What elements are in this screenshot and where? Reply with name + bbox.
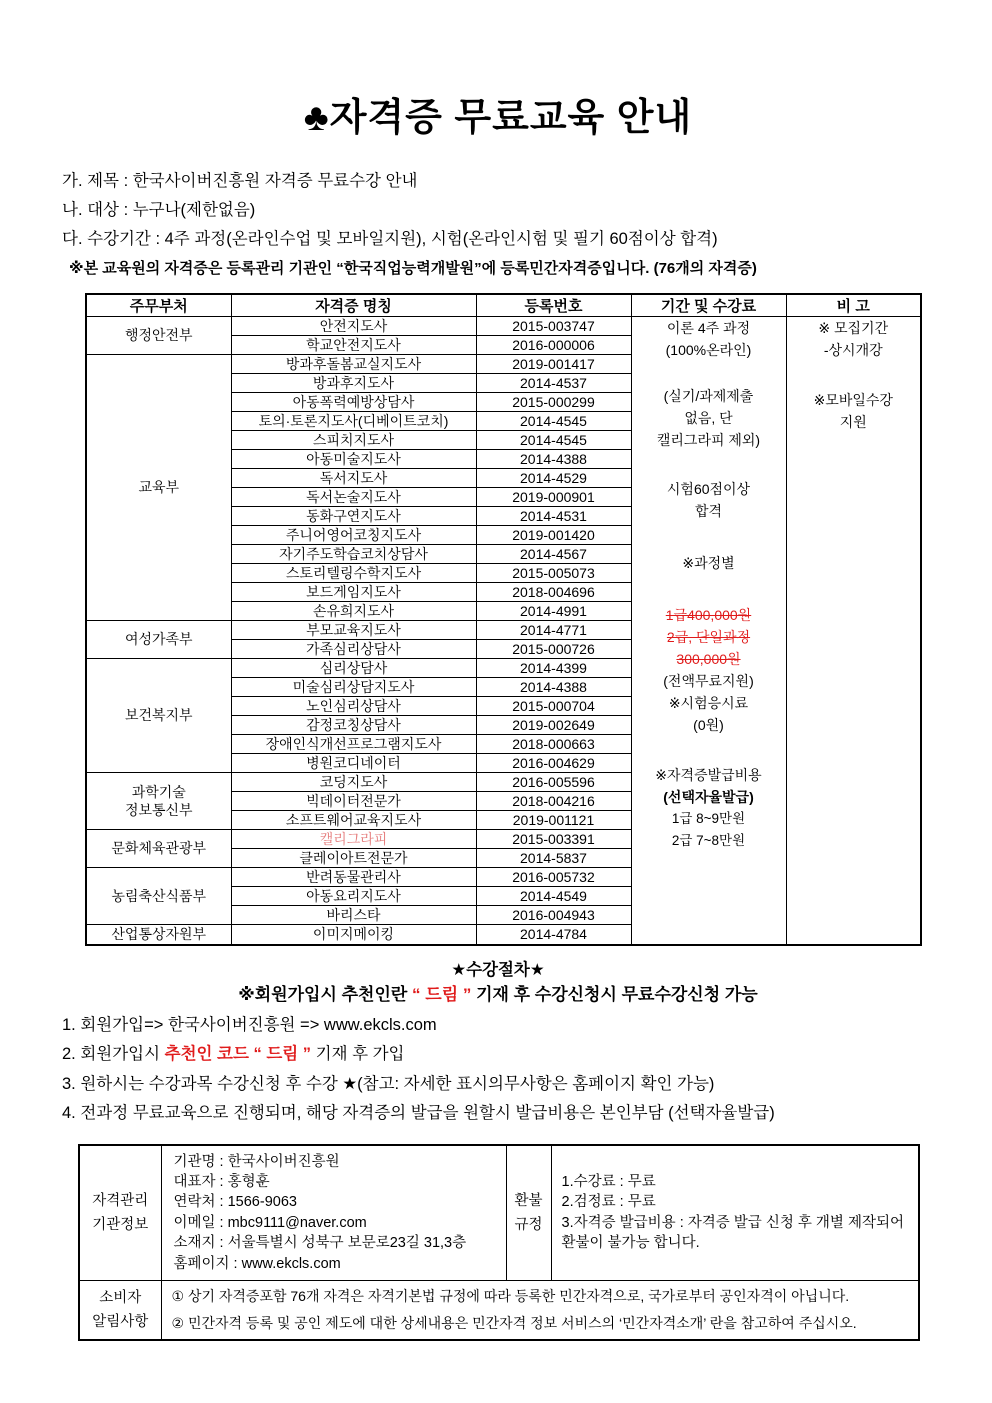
ministry-cell xyxy=(86,925,231,945)
ministry-cell xyxy=(86,830,231,868)
reg-no-cell: 2015-003747 xyxy=(476,317,631,336)
reg-no-cell: 2016-004943 xyxy=(476,906,631,925)
consumer-notice-row xyxy=(79,1280,919,1340)
consumer-notice-cell xyxy=(161,1280,919,1340)
steps-list xyxy=(62,1011,934,1129)
cert-name-cell: 노인심리상담사 xyxy=(231,697,476,716)
refund-policy-line: 2.검정료 : 무료 xyxy=(561,1194,656,1211)
cert-name-cell: 보드게임지도사 xyxy=(231,583,476,602)
refund-policy-line: 3.자격증 발급비용 : 자격증 발급 신청 후 개별 제작되어 환불이 불가능 합니다. xyxy=(561,1214,904,1252)
col-header-cert-name: 자격증 명칭 xyxy=(231,294,476,317)
reg-no-cell: 2014-5837 xyxy=(476,849,631,868)
cert-name-cell: 아동폭력예방상담사 xyxy=(231,393,476,412)
registration-note xyxy=(62,254,934,283)
cert-name-cell: 장애인식개선프로그램지도사 xyxy=(231,735,476,754)
cert-name-cell: 주니어영어코칭지도사 xyxy=(231,526,476,545)
fee-line: 1급 8~9만원 xyxy=(671,811,746,826)
notice-label-line: 소비자 xyxy=(99,1289,142,1306)
cert-name-cell: 독서지도사 xyxy=(231,469,476,488)
reg-no-cell: 2014-4991 xyxy=(476,602,631,621)
fee-line: 300,000원 xyxy=(676,651,741,667)
consumer-notice-line: ① 상기 자격증포함 76개 자격은 자격기본법 규정에 따라 등록한 민간자격으로, 국가로부터 공인자격이 아닙니다. xyxy=(171,1287,850,1304)
fee-block xyxy=(634,808,784,852)
fee-line: ※시험응시료 xyxy=(668,695,749,711)
ministry-name: 교육부 xyxy=(138,479,180,496)
consumer-notice-line: ② 민간자격 등록 및 공인 제도에 대한 상세내용은 민간자격 정보 서비스의 ‘민간자격소개’ 란을 참고하여 주십시오. xyxy=(171,1314,857,1331)
remarks-line: 지원 xyxy=(839,414,867,430)
remarks-block xyxy=(789,389,919,433)
ministry-name: 농림축산식품부 xyxy=(111,887,207,904)
steps-subtitle-part: 기재 후 수강신청시 무료수강신청 가능 xyxy=(471,984,758,1004)
ministry-cell xyxy=(86,355,231,621)
fee-line: ※자격증발급비용 xyxy=(655,767,762,783)
cert-name-cell: 가족심리상담사 xyxy=(231,640,476,659)
cert-name-cell: 자기주도학습코치상담사 xyxy=(231,545,476,564)
refund-label-cell xyxy=(506,1145,551,1281)
cert-name-cell: 이미지메이킹 xyxy=(231,925,476,945)
reg-no-cell: 2018-004696 xyxy=(476,583,631,602)
cert-name-cell: 방과후돌봄교실지도사 xyxy=(231,355,476,374)
registration-note-text: ※본 교육원의 자격증은 등록관리 기관인 “한국직업능력개발원”에 등록민간자격증입니다. xyxy=(69,260,654,277)
org-info-line: 소재지 : 서울특별시 성북구 보문로23길 31,3층 xyxy=(173,1235,467,1252)
cert-table-header-row xyxy=(86,294,921,317)
step-item-part: 기재 후 가입 xyxy=(311,1045,405,1063)
reg-no-cell: 2018-004216 xyxy=(476,792,631,811)
fee-block xyxy=(634,786,784,808)
fee-line: ※과정별 xyxy=(682,555,735,571)
reg-no-cell: 2015-000704 xyxy=(476,697,631,716)
fee-block xyxy=(634,385,784,451)
reg-no-cell: 2016-000006 xyxy=(476,336,631,355)
certificate-table xyxy=(85,293,922,946)
fee-block xyxy=(634,670,784,736)
step-item-part: 추천인 코드 “ 드림 ” xyxy=(164,1045,312,1063)
cert-name-cell: 클레이아트전문가 xyxy=(231,849,476,868)
org-info-line: 대표자 : 홍형훈 xyxy=(173,1173,270,1190)
fee-line: 1급400,000원 xyxy=(665,607,752,623)
steps-subtitle-part: ※회원가입시 추천인란 xyxy=(238,984,413,1004)
steps-subtitle xyxy=(62,982,934,1008)
fee-block xyxy=(634,604,784,670)
notice-label-line: 알림사항 xyxy=(92,1313,149,1330)
cert-name-cell: 방과후지도사 xyxy=(231,374,476,393)
cert-name-cell: 빅데이터전문가 xyxy=(231,792,476,811)
reg-no-cell: 2014-4388 xyxy=(476,450,631,469)
remarks-line: ※모바일수강 xyxy=(813,392,893,408)
reg-no-cell: 2019-002649 xyxy=(476,716,631,735)
cert-name-cell: 감정코칭상담사 xyxy=(231,716,476,735)
col-header-reg-no: 등록번호 xyxy=(476,294,631,317)
notice-label-cell xyxy=(79,1280,161,1340)
cert-name-cell: 코딩지도사 xyxy=(231,773,476,792)
fee-line: 합격 xyxy=(694,503,723,519)
cert-name-cell: 미술심리상담지도사 xyxy=(231,678,476,697)
cert-name-cell: 토의·토론지도사(디베이트코치) xyxy=(231,412,476,431)
reg-no-cell: 2014-4549 xyxy=(476,887,631,906)
step-item-part: 1. 회원가입=> 한국사이버진흥원 => www.ekcls.com xyxy=(62,1015,437,1034)
cert-name-cell: 동화구연지도사 xyxy=(231,507,476,526)
fee-block xyxy=(634,764,784,786)
reg-no-cell: 2019-000901 xyxy=(476,488,631,507)
cert-name-cell: 병원코디네이터 xyxy=(231,754,476,773)
intro-section xyxy=(62,167,934,283)
remarks-cell xyxy=(786,317,921,945)
fee-line: (100%온라인) xyxy=(665,342,752,358)
cert-name-cell: 학교안전지도사 xyxy=(231,336,476,355)
reg-no-cell: 2014-4399 xyxy=(476,659,631,678)
cert-table-body xyxy=(86,317,921,945)
fee-line: 없음, 단 xyxy=(684,410,733,426)
ministry-cell xyxy=(86,659,231,773)
fee-line: (선택자율발급) xyxy=(663,789,754,805)
reg-no-cell: 2019-001420 xyxy=(476,526,631,545)
fee-line: (실기/과제제출 xyxy=(663,388,754,404)
org-label-line: 자격관리 xyxy=(92,1192,149,1209)
intro-line-target: 나. 대상 : 누구나(제한없음) xyxy=(62,201,256,219)
fee-line: (전액무료지원) xyxy=(663,673,754,689)
fee-block xyxy=(634,478,784,522)
refund-policy-cell xyxy=(551,1145,919,1281)
cert-name-cell: 손유희지도사 xyxy=(231,602,476,621)
cert-name-cell: 바리스타 xyxy=(231,906,476,925)
reg-no-cell: 2014-4531 xyxy=(476,507,631,526)
steps-title: ★수강절차★ xyxy=(451,960,545,979)
ministry-cell xyxy=(86,868,231,925)
org-info-line: 연락처 : 1566-9063 xyxy=(173,1194,297,1211)
reg-no-cell: 2014-4537 xyxy=(476,374,631,393)
ministry-name: 보건복지부 xyxy=(124,707,193,724)
step-item xyxy=(62,1099,934,1129)
club-suit-icon: ♣ xyxy=(303,97,330,139)
step-item-part: 3. 원하시는 수강과목 수강신청 후 수강 ★(참고: 자세한 표시의무사항은 홈페이지 확인 가능) xyxy=(62,1074,715,1093)
remarks-line: ※ 모집기간 xyxy=(818,320,889,336)
steps-subtitle-part: “ 드림 ” xyxy=(412,984,472,1004)
ministry-name: 정보통신부 xyxy=(124,802,193,818)
ministry-cell xyxy=(86,621,231,659)
fee-block xyxy=(634,552,784,574)
ministry-name: 여성가족부 xyxy=(124,631,193,648)
reg-no-cell: 2014-4545 xyxy=(476,431,631,450)
org-info-line: 이메일 : mbc9111@naver.com xyxy=(173,1214,367,1231)
fee-line: 캘리그라피 제외) xyxy=(656,432,761,448)
reg-no-cell: 2018-000663 xyxy=(476,735,631,754)
org-label-line: 기관정보 xyxy=(92,1216,149,1233)
reg-no-cell: 2016-005596 xyxy=(476,773,631,792)
col-header-fee: 기간 및 수강료 xyxy=(631,294,786,317)
fee-line: 이론 4주 과정 xyxy=(666,320,751,336)
ministry-name: 문화체육관광부 xyxy=(111,840,207,857)
refund-policy-line: 1.수강료 : 무료 xyxy=(561,1173,656,1190)
org-label-cell xyxy=(79,1145,161,1281)
cert-name-cell: 캘리그라피 xyxy=(231,830,476,849)
cert-name-cell: 심리상담사 xyxy=(231,659,476,678)
intro-line-title: 가. 제목 : 한국사이버진흥원 자격증 무료수강 안내 xyxy=(62,172,418,190)
reg-no-cell: 2019-001121 xyxy=(476,811,631,830)
intro-line-period: 다. 수강기간 : 4주 과정(온라인수업 및 모바일지원), 시험(온라인시험 및 필기 60점이상 합격) xyxy=(62,230,718,248)
cert-name-cell: 스피치지도사 xyxy=(231,431,476,450)
registration-note-count: (76개의 자격증) xyxy=(653,260,757,277)
fee-block xyxy=(634,317,784,361)
ministry-cell xyxy=(86,773,231,830)
fee-line: 2급, 단일과정 xyxy=(666,629,751,645)
cert-row xyxy=(86,317,921,336)
cert-name-cell: 부모교육지도사 xyxy=(231,621,476,640)
cert-name-cell: 안전지도사 xyxy=(231,317,476,336)
step-item xyxy=(62,1011,934,1041)
reg-no-cell: 2016-005732 xyxy=(476,868,631,887)
remarks-block xyxy=(789,317,919,361)
step-item-part: 4. 전과정 무료교육으로 진행되며, 해당 자격증의 발급을 원할시 발급비용은 본인부담 (선택자율발급) xyxy=(62,1104,775,1122)
refund-label-line: 환불 xyxy=(514,1192,543,1209)
ministry-name: 과학기술 xyxy=(131,783,186,800)
org-info-line: 기관명 : 한국사이버진흥원 xyxy=(173,1153,340,1170)
col-header-remarks: 비 고 xyxy=(786,294,921,317)
remarks-line: -상시개강 xyxy=(823,342,883,358)
reg-no-cell: 2016-004629 xyxy=(476,754,631,773)
fee-info-cell xyxy=(631,317,786,945)
cert-name-cell: 소프트웨어교육지도사 xyxy=(231,811,476,830)
cert-name-cell: 반려동물관리사 xyxy=(231,868,476,887)
reg-no-cell: 2015-000299 xyxy=(476,393,631,412)
fee-line: (0원) xyxy=(693,717,724,733)
reg-no-cell: 2015-000726 xyxy=(476,640,631,659)
reg-no-cell: 2014-4388 xyxy=(476,678,631,697)
fee-line: 2급 7~8만원 xyxy=(671,833,746,848)
org-info-line: 홈페이지 : www.ekcls.com xyxy=(173,1255,341,1272)
ministry-name: 행정안전부 xyxy=(124,327,193,344)
cert-name-cell: 아동미술지도사 xyxy=(231,450,476,469)
reg-no-cell: 2014-4529 xyxy=(476,469,631,488)
ministry-cell xyxy=(86,317,231,355)
reg-no-cell: 2014-4784 xyxy=(476,925,631,945)
cert-name-cell: 아동요리지도사 xyxy=(231,887,476,906)
cert-name-cell: 스토리텔링수학지도사 xyxy=(231,564,476,583)
step-item xyxy=(62,1070,934,1100)
step-item-part: 2. 회원가입시 xyxy=(62,1045,165,1063)
reg-no-cell: 2015-005073 xyxy=(476,564,631,583)
reg-no-cell: 2014-4545 xyxy=(476,412,631,431)
org-info-table xyxy=(78,1144,920,1341)
fee-line: 시험60점이상 xyxy=(666,481,751,497)
reg-no-cell: 2014-4567 xyxy=(476,545,631,564)
page-title-text: 자격증 무료교육 안내 xyxy=(329,97,693,139)
reg-no-cell: 2014-4771 xyxy=(476,621,631,640)
step-item xyxy=(62,1040,934,1070)
refund-label-line: 규정 xyxy=(514,1216,543,1233)
org-info-row xyxy=(79,1145,919,1281)
org-info-cell xyxy=(161,1145,506,1281)
col-header-ministry: 주무부처 xyxy=(86,294,231,317)
cert-name-cell: 독서논술지도사 xyxy=(231,488,476,507)
page-title xyxy=(62,86,934,141)
ministry-name: 산업통상자원부 xyxy=(111,926,207,942)
reg-no-cell: 2015-003391 xyxy=(476,830,631,849)
reg-no-cell: 2019-001417 xyxy=(476,355,631,374)
